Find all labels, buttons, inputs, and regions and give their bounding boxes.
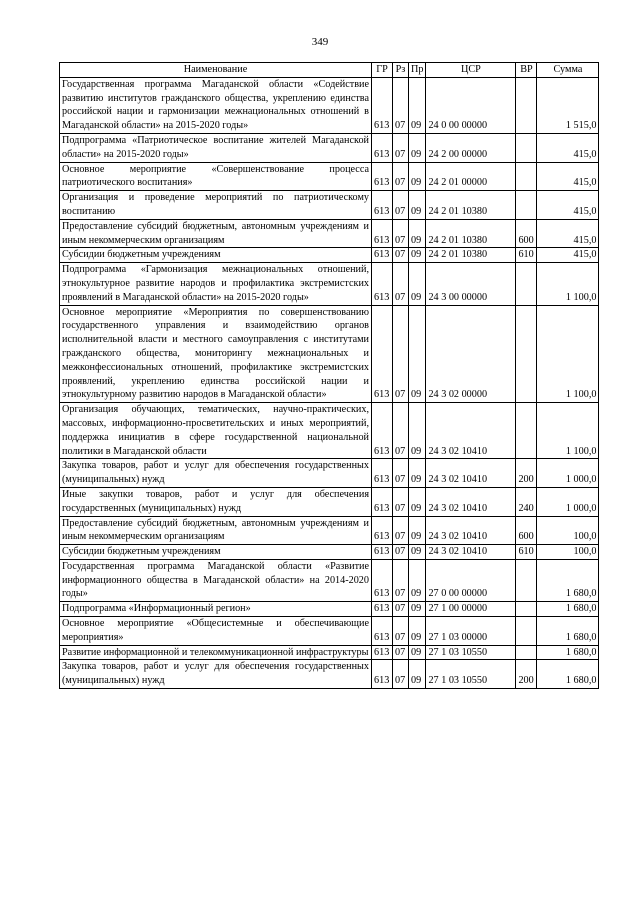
cell-csr: 24 3 02 00000 xyxy=(426,305,516,403)
cell-csr: 27 1 03 10550 xyxy=(426,660,516,689)
cell-csr: 24 3 02 10410 xyxy=(426,516,516,545)
cell-rz: 07 xyxy=(393,305,409,403)
cell-rz: 07 xyxy=(393,459,409,488)
cell-csr: 27 1 00 00000 xyxy=(426,602,516,617)
cell-gr: 613 xyxy=(372,77,393,133)
cell-gr: 613 xyxy=(372,602,393,617)
cell-gr: 613 xyxy=(372,162,393,191)
cell-sum: 1 100,0 xyxy=(537,403,599,459)
header-name: Наименование xyxy=(60,63,372,78)
table-row xyxy=(60,133,599,162)
cell-gr: 613 xyxy=(372,219,393,248)
cell-csr: 27 1 03 10550 xyxy=(426,645,516,660)
cell-vr xyxy=(516,263,537,305)
cell-pr: 09 xyxy=(409,559,426,601)
cell-name: Подпрограмма «Гармонизация межнациональных отношений, этнокультурное развитие народов и профилактика экстремистских проявлений в Магаданской области» на 2015-2020 годы» xyxy=(60,263,372,305)
cell-name: Развитие информационной и телекоммуникационной инфраструктуры xyxy=(60,645,372,660)
cell-sum: 1 680,0 xyxy=(537,602,599,617)
cell-gr: 613 xyxy=(372,559,393,601)
cell-gr: 613 xyxy=(372,263,393,305)
cell-name: Иные закупки товаров, работ и услуг для обеспечения государственных (муниципальных) нужд xyxy=(60,487,372,516)
cell-name: Предоставление субсидий бюджетным, автономным учреждениям и иным некоммерческим организациям xyxy=(60,219,372,248)
table-row xyxy=(60,660,599,689)
cell-vr: 610 xyxy=(516,545,537,560)
cell-rz: 07 xyxy=(393,403,409,459)
cell-vr: 240 xyxy=(516,487,537,516)
cell-sum: 1 680,0 xyxy=(537,645,599,660)
cell-name: Основное мероприятие «Мероприятия по совершенствованию государственного управления и взаимодействию органов исполнительной власти и местного самоуправления с институтами гражданского общества, мониторингу межнациональных и межконфессиональных отношений, профилактике экстремистских проявлений, укреплению единства российской нации и этнокультурному развитию народов в Магаданской области» xyxy=(60,305,372,403)
cell-csr: 24 3 02 10410 xyxy=(426,403,516,459)
cell-name: Организация и проведение мероприятий по патриотическому воспитанию xyxy=(60,191,372,220)
table-row xyxy=(60,645,599,660)
cell-sum: 1 680,0 xyxy=(537,617,599,646)
cell-gr: 613 xyxy=(372,191,393,220)
cell-pr: 09 xyxy=(409,645,426,660)
cell-pr: 09 xyxy=(409,133,426,162)
table-row xyxy=(60,516,599,545)
cell-vr xyxy=(516,77,537,133)
cell-gr: 613 xyxy=(372,403,393,459)
table-row xyxy=(60,248,599,263)
cell-sum: 1 680,0 xyxy=(537,559,599,601)
cell-sum: 1 000,0 xyxy=(537,487,599,516)
cell-gr: 613 xyxy=(372,645,393,660)
cell-name: Основное мероприятие «Общесистемные и обеспечивающие мероприятия» xyxy=(60,617,372,646)
table-row xyxy=(60,602,599,617)
cell-gr: 613 xyxy=(372,545,393,560)
cell-vr xyxy=(516,133,537,162)
cell-rz: 07 xyxy=(393,559,409,601)
cell-vr xyxy=(516,645,537,660)
table-row xyxy=(60,617,599,646)
cell-rz: 07 xyxy=(393,487,409,516)
cell-name: Подпрограмма «Информационный регион» xyxy=(60,602,372,617)
cell-pr: 09 xyxy=(409,248,426,263)
cell-pr: 09 xyxy=(409,162,426,191)
cell-name: Подпрограмма «Патриотическое воспитание жителей Магаданской области» на 2015-2020 годы» xyxy=(60,133,372,162)
cell-rz: 07 xyxy=(393,617,409,646)
header-rz: Рз xyxy=(393,63,409,78)
cell-gr: 613 xyxy=(372,248,393,263)
cell-name: Закупка товаров, работ и услуг для обеспечения государственных (муниципальных) нужд xyxy=(60,660,372,689)
cell-vr: 200 xyxy=(516,660,537,689)
cell-gr: 613 xyxy=(372,459,393,488)
cell-csr: 24 2 00 00000 xyxy=(426,133,516,162)
cell-name: Субсидии бюджетным учреждениям xyxy=(60,248,372,263)
cell-sum: 415,0 xyxy=(537,162,599,191)
cell-pr: 09 xyxy=(409,219,426,248)
cell-pr: 09 xyxy=(409,459,426,488)
cell-csr: 24 3 02 10410 xyxy=(426,487,516,516)
cell-vr xyxy=(516,403,537,459)
cell-vr xyxy=(516,617,537,646)
cell-csr: 24 0 00 00000 xyxy=(426,77,516,133)
table-row xyxy=(60,191,599,220)
cell-gr: 613 xyxy=(372,617,393,646)
header-pr: Пр xyxy=(409,63,426,78)
cell-rz: 07 xyxy=(393,133,409,162)
cell-vr xyxy=(516,191,537,220)
cell-rz: 07 xyxy=(393,660,409,689)
cell-rz: 07 xyxy=(393,248,409,263)
cell-pr: 09 xyxy=(409,660,426,689)
header-gr: ГР xyxy=(372,63,393,78)
cell-csr: 24 2 01 10380 xyxy=(426,219,516,248)
cell-name: Предоставление субсидий бюджетным, автономным учреждениям и иным некоммерческим организациям xyxy=(60,516,372,545)
page-number: 349 xyxy=(311,36,329,48)
cell-sum: 415,0 xyxy=(537,219,599,248)
cell-vr xyxy=(516,602,537,617)
cell-sum: 415,0 xyxy=(537,248,599,263)
cell-name: Государственная программа Магаданской области «Развитие информационного общества в Магаданской области» на 2014-2020 годы» xyxy=(60,559,372,601)
table-row xyxy=(60,559,599,601)
table-body xyxy=(60,77,599,688)
cell-rz: 07 xyxy=(393,645,409,660)
cell-vr xyxy=(516,162,537,191)
cell-gr: 613 xyxy=(372,487,393,516)
cell-gr: 613 xyxy=(372,133,393,162)
cell-vr: 600 xyxy=(516,219,537,248)
cell-sum: 415,0 xyxy=(537,191,599,220)
cell-csr: 27 1 03 00000 xyxy=(426,617,516,646)
cell-name: Основное мероприятие «Совершенствование процесса патриотического воспитания» xyxy=(60,162,372,191)
cell-pr: 09 xyxy=(409,403,426,459)
cell-pr: 09 xyxy=(409,545,426,560)
cell-name: Закупка товаров, работ и услуг для обеспечения государственных (муниципальных) нужд xyxy=(60,459,372,488)
cell-csr: 24 2 01 00000 xyxy=(426,162,516,191)
cell-vr: 610 xyxy=(516,248,537,263)
cell-vr: 600 xyxy=(516,516,537,545)
cell-pr: 09 xyxy=(409,263,426,305)
cell-pr: 09 xyxy=(409,487,426,516)
cell-rz: 07 xyxy=(393,77,409,133)
cell-rz: 07 xyxy=(393,191,409,220)
table-row xyxy=(60,305,599,403)
cell-pr: 09 xyxy=(409,516,426,545)
cell-rz: 07 xyxy=(393,545,409,560)
cell-pr: 09 xyxy=(409,602,426,617)
cell-rz: 07 xyxy=(393,602,409,617)
cell-rz: 07 xyxy=(393,162,409,191)
cell-sum: 1 515,0 xyxy=(537,77,599,133)
header-sum: Сумма xyxy=(537,63,599,78)
cell-csr: 24 2 01 10380 xyxy=(426,248,516,263)
cell-pr: 09 xyxy=(409,77,426,133)
cell-rz: 07 xyxy=(393,219,409,248)
cell-rz: 07 xyxy=(393,263,409,305)
cell-csr: 24 3 02 10410 xyxy=(426,459,516,488)
cell-csr: 24 3 00 00000 xyxy=(426,263,516,305)
header-csr: ЦСР xyxy=(426,63,516,78)
header-vr: ВР xyxy=(516,63,537,78)
cell-csr: 24 3 02 10410 xyxy=(426,545,516,560)
cell-pr: 09 xyxy=(409,305,426,403)
cell-sum: 1 000,0 xyxy=(537,459,599,488)
table-row xyxy=(60,487,599,516)
table-row xyxy=(60,263,599,305)
table-row xyxy=(60,162,599,191)
cell-sum: 100,0 xyxy=(537,545,599,560)
table-row xyxy=(60,459,599,488)
cell-csr: 27 0 00 00000 xyxy=(426,559,516,601)
cell-gr: 613 xyxy=(372,660,393,689)
table-row xyxy=(60,403,599,459)
table-row xyxy=(60,77,599,133)
cell-gr: 613 xyxy=(372,305,393,403)
table-header-row xyxy=(60,63,599,78)
cell-name: Организация обучающих, тематических, научно-практических, массовых, информационно-просветительских и иных мероприятий, поддержка инициатив в сфере государственной национальной политики в Магаданской области xyxy=(60,403,372,459)
cell-sum: 1 100,0 xyxy=(537,305,599,403)
cell-rz: 07 xyxy=(393,516,409,545)
cell-vr xyxy=(516,305,537,403)
cell-name: Государственная программа Магаданской области «Содействие развитию институтов гражданского общества, укреплению единства российской нации и гармонизации межнациональных отношений в Магаданской области» на 2015-2020 годы» xyxy=(60,77,372,133)
cell-csr: 24 2 01 10380 xyxy=(426,191,516,220)
cell-sum: 1 680,0 xyxy=(537,660,599,689)
budget-table xyxy=(59,62,599,689)
cell-sum: 415,0 xyxy=(537,133,599,162)
cell-sum: 1 100,0 xyxy=(537,263,599,305)
table-row xyxy=(60,219,599,248)
cell-name: Субсидии бюджетным учреждениям xyxy=(60,545,372,560)
cell-vr xyxy=(516,559,537,601)
cell-gr: 613 xyxy=(372,516,393,545)
cell-sum: 100,0 xyxy=(537,516,599,545)
cell-pr: 09 xyxy=(409,617,426,646)
cell-pr: 09 xyxy=(409,191,426,220)
table-row xyxy=(60,545,599,560)
cell-vr: 200 xyxy=(516,459,537,488)
